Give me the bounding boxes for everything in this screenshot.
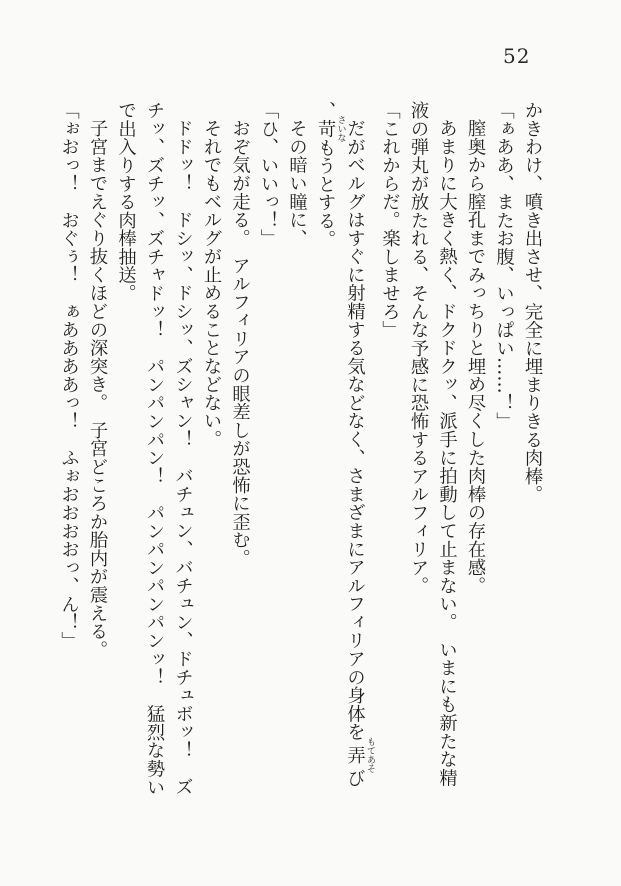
paragraph: おぞ気が走る。 アルフィリアの眼差しが恐怖に歪む。 (229, 119, 251, 568)
paragraph: あまりに大きく熱く、ドクドクッ、派手に拍動して止まない。 いまにも新たな精液の弾丸が放たれる、そんな予感に恐怖するアルフィリア。 (408, 101, 458, 787)
paragraph: ドドッ！ ドシッ、ドシッ、ズシャン！ バチュン、バチュン、ドチュボッ！ ズチッ、ズチッ、ズチャドッ！ パンパンパン！ パンパンパンパンッ！ 猛烈な勢いで出入りする肉棒抽送。 (115, 101, 194, 797)
paragraph: 子宮までえぐり抜くほどの深突き。 子宮どころか胎内が震える。 (87, 119, 108, 659)
paragraph: だがベルグはすぐに射精する気などなく、さまざまにアルフィリアの身体を弄 もてあそび、苛 さいなもうとする。 (315, 101, 375, 788)
paragraph: かきわけ、噴き出させ、完全に埋まりきる肉棒。 (522, 101, 543, 504)
text-block (54, 101, 546, 804)
page-number: 52 (503, 44, 531, 68)
ruby-annotated-text: 弄 もてあそ (344, 737, 375, 774)
paragraph: 「ひ、いいっ！」 (258, 101, 279, 248)
paragraph: それでもベルグが止めることなどない。 (201, 119, 222, 449)
paragraph: 膣奥から膣孔までみっちりと埋め尽くした肉棒の存在感。 (465, 119, 486, 595)
paragraph: 「これからだ。楽しませろ」 (379, 101, 401, 339)
paragraph: 「ぉおっ！ おぐぅ！ ぁああああっ！ ふぉおおおおっ、ん！」 (58, 101, 80, 650)
ruby-annotated-text: 苛 さいな (315, 115, 346, 143)
paragraph: 「ぁああ、またお腹、いっぱい……！」 (493, 101, 515, 431)
paragraph: その暗い瞳に、 (286, 119, 308, 248)
